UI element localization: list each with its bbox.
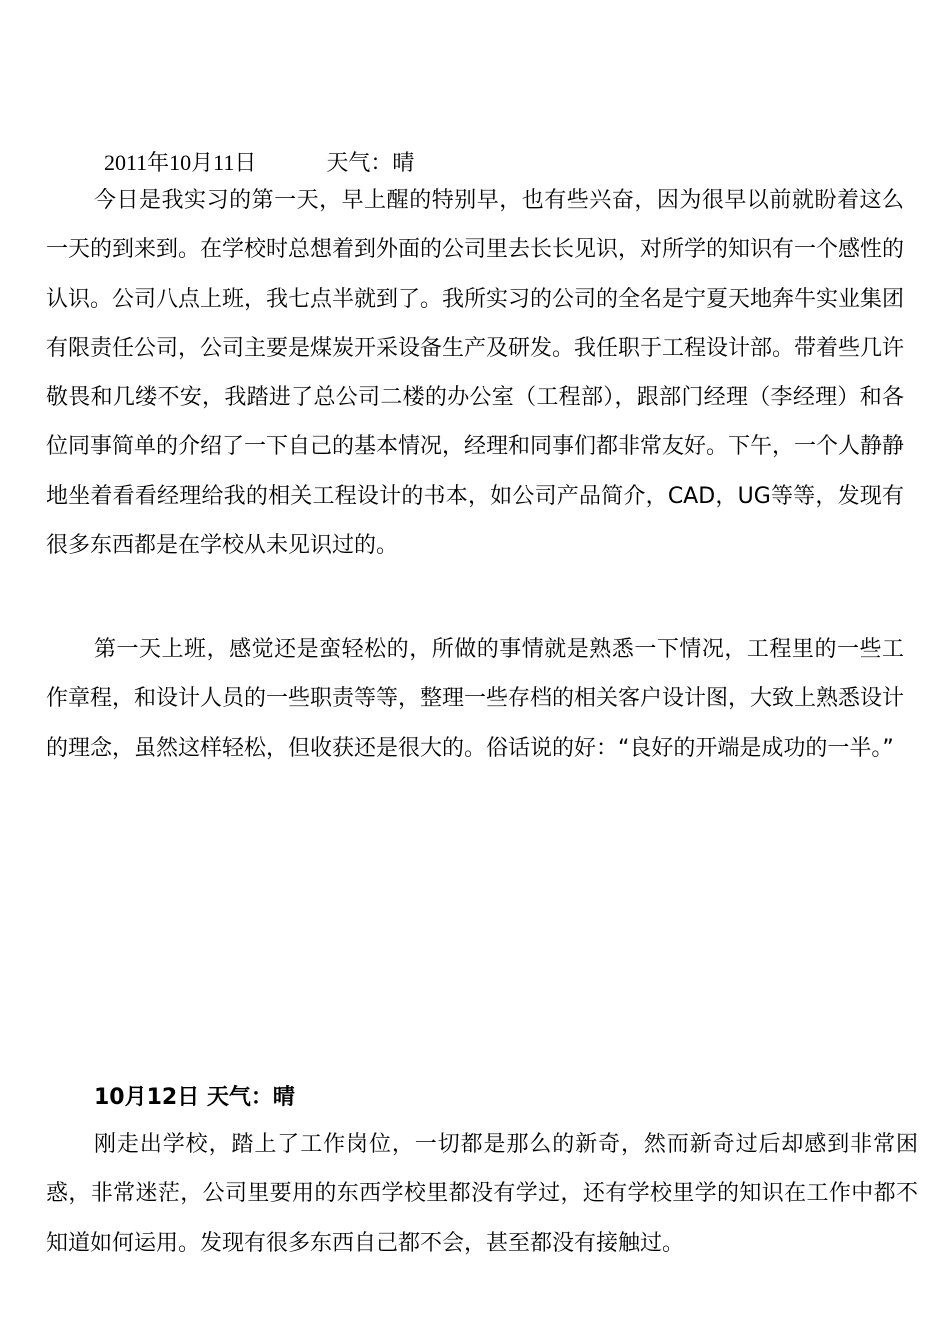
entry-2-paragraph-1: 刚走出学校，踏上了工作岗位，一切都是那么的新奇，然而新奇过后却感到非常困惑，非常迷茫，公司里要用的东西学校里都没有学过，还有学校里学的知识在工作中都不知道如何运用。发现有很多东西自己都不会，甚至都没有接触过。 — [46, 1132, 918, 1256]
entry-2-header: 10月12日 天气：晴 — [94, 1085, 295, 1110]
entry-1-paragraph-2: 第一天上班，感觉还是蛮轻松的，所做的事情就是熟悉一下情况，工程里的一些工作章程，和设计人员的一些职责等等，整理一些存档的相关客户设计图，大致上熟悉设计的理念，虽然这样轻松，但收获还是很大的。俗话说的好：“良好的开端是成功的一半。” — [46, 637, 905, 761]
entry-1-paragraph-1: 今日是我实习的第一天，早上醒的特别早，也有些兴奋，因为很早以前就盼着这么一天的到来到。在学校时总想着到外面的公司里去长长见识，对所学的知识有一个感性的认识。公司八点上班，我七点半就到了。我所实习的公司的全名是宁夏天地奔牛实业集团有限责任公司，公司主要是煤炭开采设备生产及研发。我任职于工程设计部。带着些几许敬畏和几缕不安，我踏进了总公司二楼的办公室（工程部），跟部门经理（李经理）和各位同事简单的介绍了一下自己的基本情况，经理和同事们都非常友好。下午，一个人静静地坐着看看经理给我的相关工程设计的书本，如公司产品简介，CAD，UG等等，发现有很多东西都是在学校从未见识过的。 — [46, 188, 905, 559]
entry-1-header — [104, 146, 414, 177]
entry-1-date: 2011年10月11日 — [104, 150, 257, 175]
entry-1-weather: 天气：晴 — [326, 150, 415, 175]
